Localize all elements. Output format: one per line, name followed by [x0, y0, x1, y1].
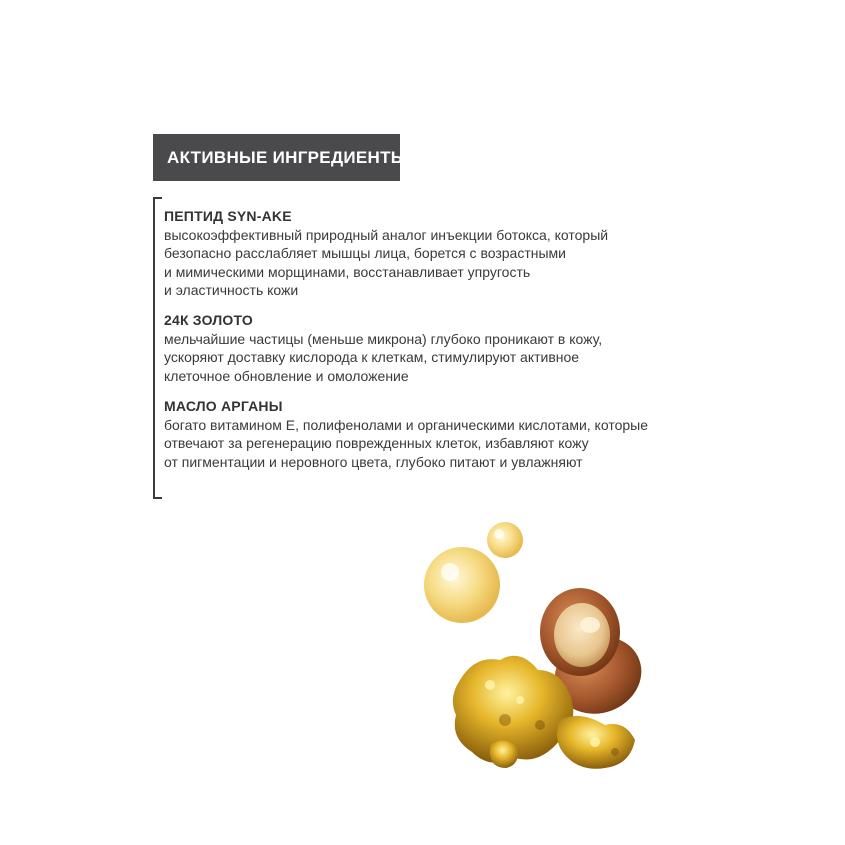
ingredient-title: 24К ЗОЛОТО [164, 312, 253, 329]
ingredient-argan-oil [164, 396, 724, 471]
ingredient-description-line: мельчайшие частицы (меньше микрона) глубоко проникают в кожу, [164, 331, 603, 348]
ingredient-description-line: отвечают за регенерацию поврежденных клеток, избавляют кожу [164, 435, 589, 452]
ingredient-description-line: высокоэффективный природный аналог инъекции ботокса, который [164, 227, 609, 243]
ingredient-title: ПЕПТИД SYN-AKE [164, 208, 292, 224]
ingredients-illustration [420, 520, 660, 780]
ingredient-description-line: от пигментации и неровного цвета, глубоко питают и увлажняют [164, 453, 583, 470]
ingredient-title: МАСЛО АРГАНЫ [164, 398, 283, 415]
ingredient-description-line: и мимическими морщинами, восстанавливает упругость [164, 263, 531, 280]
ingredient-description-line: и эластичность кожи [164, 281, 299, 298]
ingredient-description-line: клеточное обновление и омоложение [164, 367, 409, 384]
bracket-divider [153, 197, 162, 499]
ingredient-description-line: богато витамином Е, полифенолами и органическими кислотами, которые [164, 417, 648, 434]
ingredient-gold [164, 310, 724, 385]
section-title-box [153, 134, 408, 181]
ingredient-description-line: безопасно расслабляет мышцы лица, борется с возрастными [164, 245, 566, 262]
section-title: АКТИВНЫЕ ИНГРЕДИЕНТЫ [167, 147, 408, 167]
ingredient-syn-ake [164, 206, 724, 299]
ingredients-list [164, 206, 724, 471]
oil-drop-icon [424, 522, 523, 623]
ingredient-description-line: ускоряют доставку кислорода к клеткам, стимулируют активное [164, 349, 580, 366]
